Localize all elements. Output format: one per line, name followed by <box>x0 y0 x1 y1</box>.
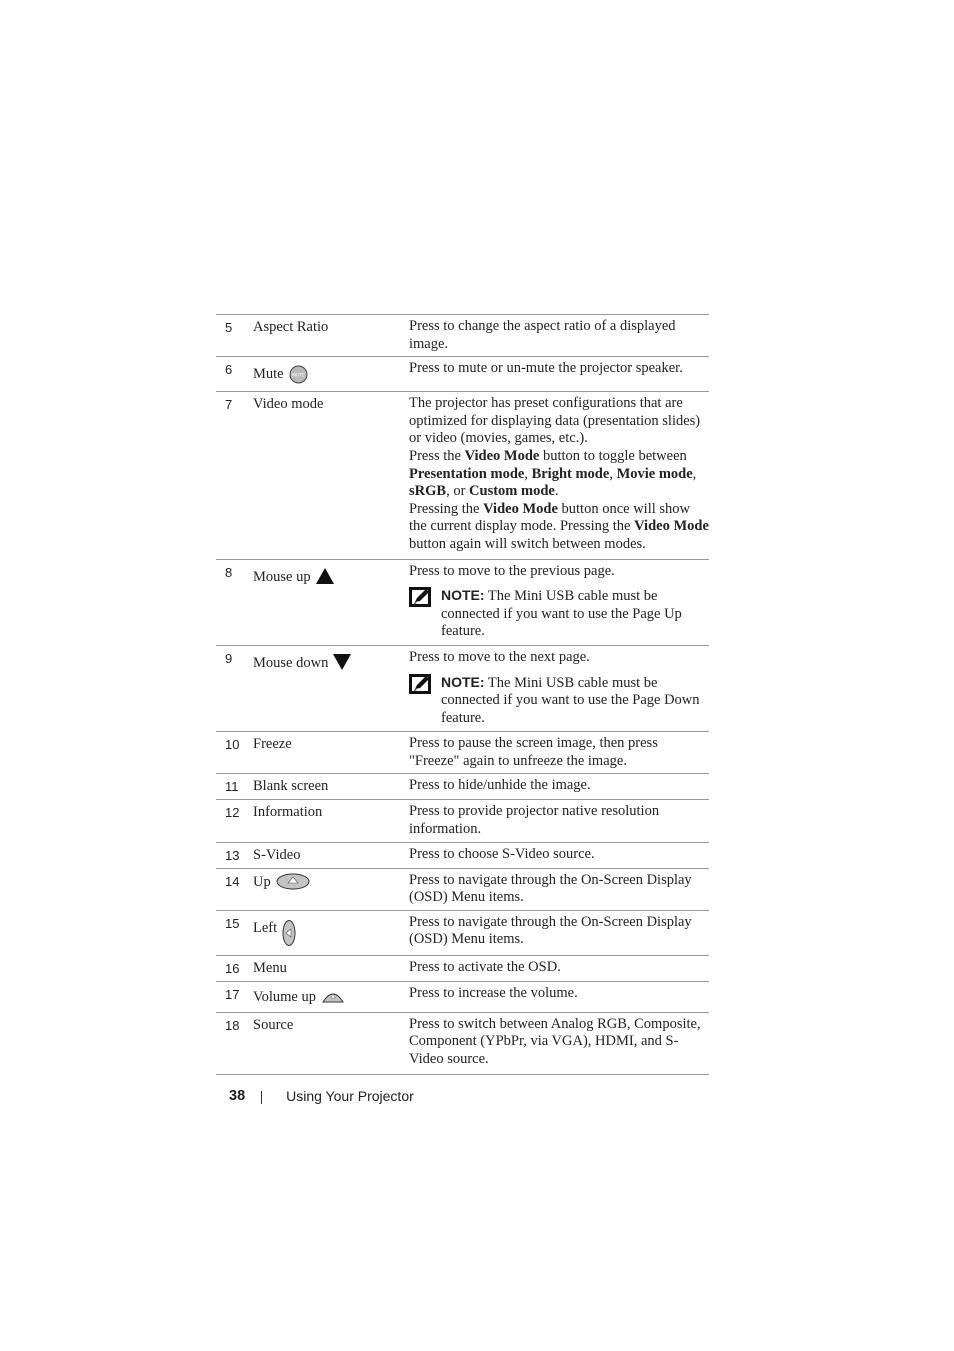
note-text: NOTE: The Mini USB cable must be connected if you want to use the Page Up feature. <box>441 587 682 640</box>
item-description: Press to pause the screen image, then press "Freeze" again to unfreeze the image. <box>409 735 658 769</box>
item-description: Press to provide projector native resolution information. <box>409 803 660 838</box>
item-description: Press to move to the next page. NOTE: The Mini USB cable must be connected if you want to use the Page Down feature. <box>409 649 709 728</box>
item-name: Up <box>253 873 271 890</box>
item-name: Video mode <box>253 396 324 413</box>
item-description: Press to increase the volume. <box>409 984 578 1001</box>
item-name: Mute <box>253 366 284 383</box>
item-name: Source <box>253 1016 294 1033</box>
page-number: 38 <box>229 1088 246 1104</box>
item-name: Mouse up <box>253 568 311 585</box>
item-description: Press to move to the previous page. NOTE: The Mini USB cable must be connected if you want to use the Page Up feature. <box>409 563 709 642</box>
table-row <box>216 392 709 559</box>
item-name: Volume up <box>253 988 316 1005</box>
item-number: 16 <box>225 960 240 976</box>
item-number: 5 <box>225 320 233 335</box>
left-arrow-button-icon <box>282 919 296 952</box>
table-row <box>216 774 709 800</box>
button-reference-table <box>216 314 709 1075</box>
table-row <box>216 800 709 842</box>
item-name: Information <box>253 804 323 821</box>
item-number: 13 <box>225 847 240 863</box>
item-description: Press to mute or un-mute the projector speaker. <box>409 360 683 377</box>
item-number: 10 <box>225 737 240 753</box>
table-row <box>216 732 709 774</box>
item-description: Press to change the aspect ratio of a displayed image. <box>409 318 676 352</box>
item-number: 12 <box>225 805 240 821</box>
item-number: 15 <box>225 915 240 931</box>
item-number: 9 <box>225 650 233 666</box>
item-description <box>409 395 709 553</box>
up-arrow-button-icon <box>276 873 310 895</box>
description-paragraph: Press the Video Mode button to toggle between Presentation mode, Bright mode, Movie mode, sRGB, or Custom mode. <box>409 447 697 500</box>
item-name: Menu <box>253 959 287 976</box>
item-name: Freeze <box>253 736 292 753</box>
item-description: Press to navigate through the On-Screen Display (OSD) Menu items. <box>409 913 692 948</box>
table-row <box>216 982 709 1013</box>
item-description: Press to hide/unhide the image. <box>409 777 591 794</box>
note-text: NOTE: The Mini USB cable must be connected if you want to use the Page Down feature. <box>441 673 700 726</box>
item-name: Left <box>253 919 278 936</box>
item-name: S-Video <box>253 846 301 863</box>
triangle-down-icon <box>333 654 351 675</box>
item-number: 8 <box>225 564 233 580</box>
table-row <box>216 956 709 982</box>
item-number: 7 <box>225 397 233 413</box>
section-title: Using Your Projector <box>286 1088 414 1104</box>
item-name: Mouse down <box>253 654 329 671</box>
table-row <box>216 646 709 732</box>
table-row <box>216 869 709 911</box>
page-footer <box>229 1088 414 1104</box>
note-pencil-icon <box>409 587 441 641</box>
item-number: 18 <box>225 1017 240 1033</box>
item-number: 11 <box>225 779 239 795</box>
note-block <box>409 587 709 641</box>
table-row <box>216 843 709 869</box>
description-paragraph: The projector has preset configurations that are optimized for displaying data (presentation slides) or video (movies, games, etc.). <box>409 395 701 447</box>
description-paragraph: Pressing the Video Mode button once will show the current display mode. Pressing the Video Mode button again will switch between modes. <box>409 500 709 552</box>
mute-button-icon <box>289 365 308 389</box>
item-description: Press to switch between Analog RGB, Composite, Component (YPbPr, via VGA), HDMI, and S-Video source. <box>409 1015 701 1068</box>
table-row <box>216 911 709 956</box>
item-name: Aspect Ratio <box>253 319 329 335</box>
svg-text:MUTE: MUTE <box>291 373 305 379</box>
table-row <box>216 357 709 392</box>
table-row <box>216 1013 709 1075</box>
item-description: Press to activate the OSD. <box>409 958 561 975</box>
item-number: 14 <box>225 873 240 889</box>
table-row <box>216 560 709 646</box>
footer-divider <box>261 1091 262 1104</box>
note-block <box>409 674 709 728</box>
item-number: 17 <box>225 986 240 1002</box>
item-description: Press to choose S-Video source. <box>409 845 595 862</box>
item-number: 6 <box>225 362 233 378</box>
note-pencil-icon <box>409 674 441 728</box>
table-row <box>216 315 709 357</box>
volume-up-button-icon <box>321 988 345 1009</box>
item-name: Blank screen <box>253 778 329 795</box>
triangle-up-icon <box>316 568 334 589</box>
item-description: Press to navigate through the On-Screen Display (OSD) Menu items. <box>409 871 692 906</box>
